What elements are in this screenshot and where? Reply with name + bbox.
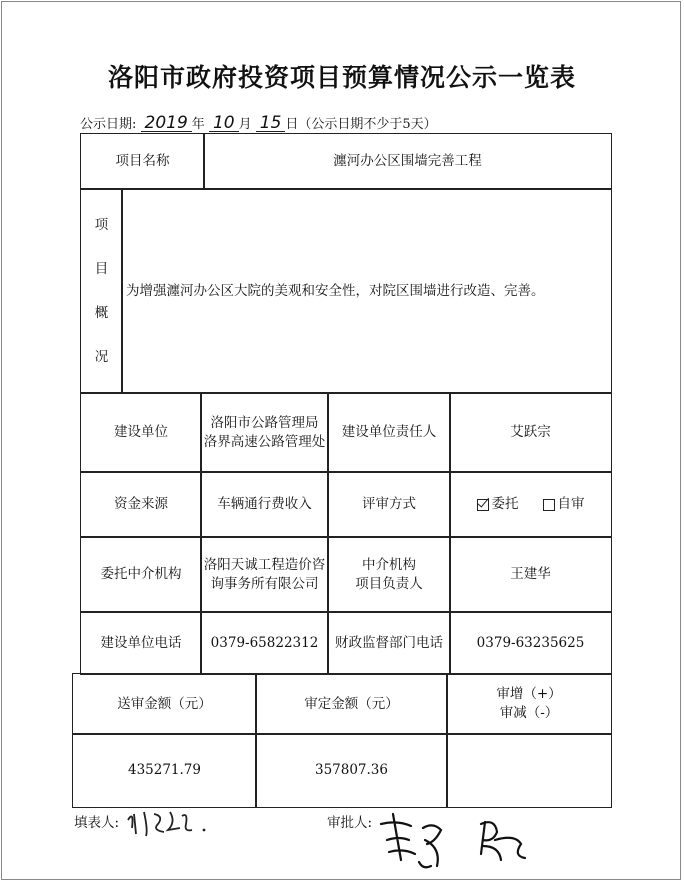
overview-char: 项 [94, 216, 109, 233]
build-unit-line: 洛界高速公路管理处 [203, 433, 326, 450]
publish-date-line [80, 113, 437, 132]
agency-leader-line: 项目负责人 [355, 575, 423, 592]
date-label: 公示日期: [80, 117, 137, 132]
submit-amount-value: 435271.79 [72, 733, 257, 808]
review-option-self[interactable] [543, 495, 585, 514]
submit-amount-label: 送审金额（元） [72, 673, 257, 735]
checkbox-checked-icon[interactable] [477, 499, 489, 511]
date-month-unit: 月 [238, 117, 252, 132]
build-phone-value: 0379-65822312 [200, 611, 329, 675]
date-year-unit: 年 [191, 117, 205, 132]
build-unit-line: 洛阳市公路管理局 [210, 414, 319, 431]
filler-signature [120, 800, 215, 840]
agency-label: 委托中介机构 [80, 536, 202, 613]
approver-signature [375, 800, 540, 875]
approved-amount-value: 357807.36 [255, 733, 448, 808]
diff-amount-value [446, 733, 612, 808]
overview-char: 况 [94, 348, 109, 365]
agency-value [200, 536, 329, 613]
diff-label-line: 审减（-） [499, 705, 559, 721]
build-unit-label: 建设单位 [80, 392, 202, 473]
overview-char: 目 [94, 260, 109, 277]
fund-source-label: 资金来源 [80, 471, 202, 538]
date-year: 2019 [141, 115, 192, 132]
finance-phone-label: 财政监督部门电话 [327, 611, 451, 675]
project-overview-value: 为增强瀍河办公区大院的美观和安全性，对院区围墙进行改造、完善。 [121, 188, 612, 394]
date-day: 15 [256, 115, 286, 132]
agency-line: 询事务所有限公司 [210, 575, 319, 592]
approver-label: 审批人: [327, 815, 373, 831]
project-overview-label [80, 188, 123, 394]
agency-leader-value: 王建华 [449, 536, 612, 613]
checkbox-icon[interactable] [543, 499, 555, 511]
approved-amount-label: 审定金额（元） [255, 673, 448, 735]
date-day-unit: 日 [285, 117, 299, 132]
diff-label-line: 审增（+） [496, 686, 562, 702]
fund-source-value: 车辆通行费收入 [200, 471, 329, 538]
review-option-entrust-label: 委托 [491, 496, 519, 512]
project-name-label: 项目名称 [80, 133, 205, 190]
agency-leader-label [327, 536, 451, 613]
review-option-entrust[interactable] [477, 495, 519, 514]
diff-amount-label [446, 673, 612, 735]
page-title: 洛阳市政府投资项目预算情况公示一览表 [107, 63, 576, 92]
date-month: 10 [209, 115, 239, 132]
review-option-self-label: 自审 [557, 496, 585, 512]
filler-label: 填表人: [74, 815, 120, 831]
agency-leader-line: 中介机构 [362, 556, 416, 573]
date-note: （公示日期不少于5天） [298, 117, 437, 132]
build-unit-leader-value: 艾跃宗 [449, 392, 612, 473]
build-unit-value [200, 392, 329, 473]
overview-char: 概 [94, 304, 109, 321]
review-method-label: 评审方式 [327, 471, 451, 538]
build-phone-label: 建设单位电话 [80, 611, 202, 675]
project-name-value: 瀍河办公区围墙完善工程 [203, 133, 612, 190]
build-unit-leader-label: 建设单位责任人 [327, 392, 451, 473]
finance-phone-value: 0379-63235625 [449, 611, 612, 675]
review-method-options [449, 471, 612, 538]
agency-line: 洛阳天诚工程造价咨 [203, 556, 326, 573]
